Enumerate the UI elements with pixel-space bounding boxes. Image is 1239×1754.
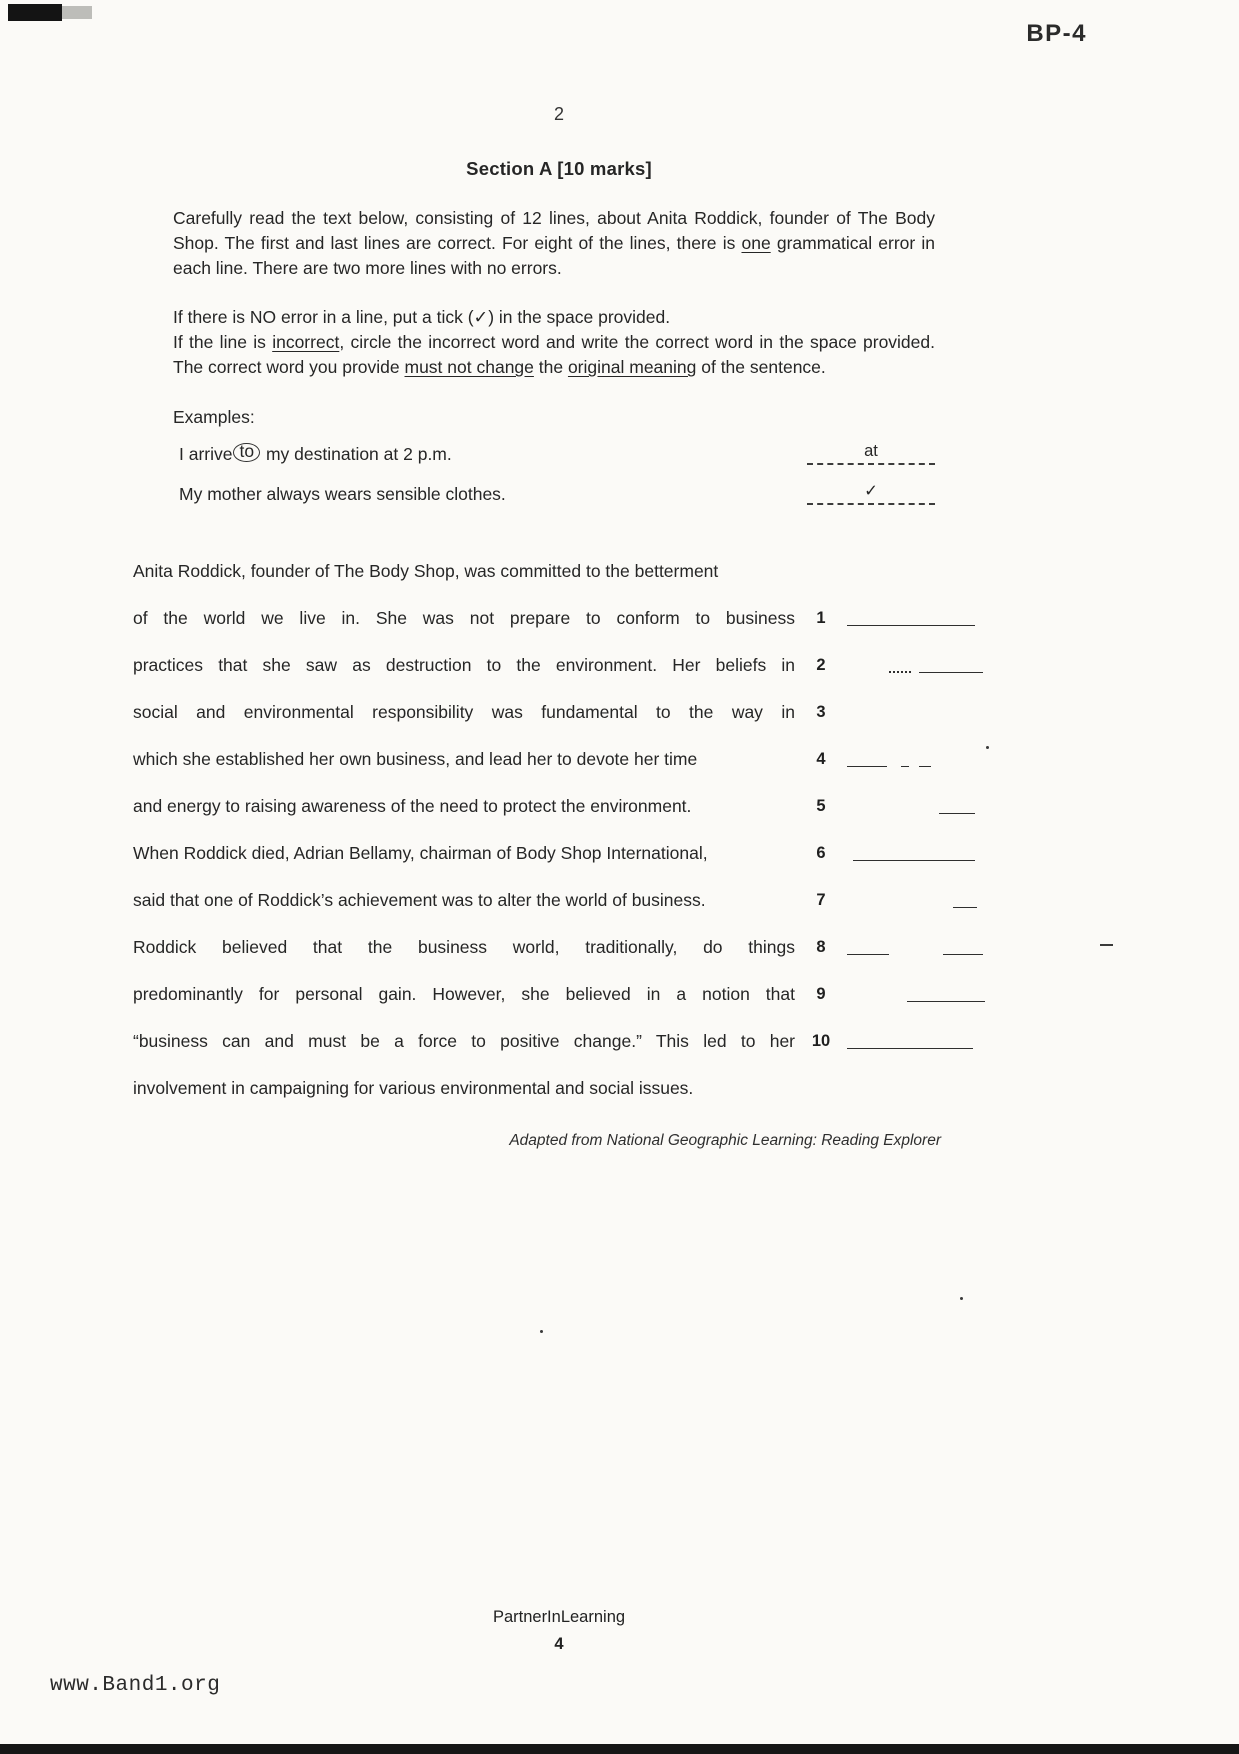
scan-speck xyxy=(960,1297,963,1300)
scan-artifact-bottom-bar xyxy=(0,1744,1239,1754)
answer-blank xyxy=(939,813,975,814)
answer-blank xyxy=(901,766,909,767)
instr-p2-text2: , circle the incorrect word and write the correct word in the space provided. The correct word you provide xyxy=(173,332,935,377)
page-footer xyxy=(133,1608,985,1654)
answer-blank-area xyxy=(847,843,985,863)
instr-p1-text-end: grammatical error in each line. There are two more lines with no errors. xyxy=(173,233,935,278)
answer-blank xyxy=(907,1001,985,1002)
page-content xyxy=(133,0,985,1150)
line-number: 8 xyxy=(816,938,826,956)
answer-blank-area xyxy=(847,702,985,722)
passage-line-text: involvement in campaigning for various environmental and social issues. xyxy=(133,1078,694,1098)
answer-blank xyxy=(847,1048,973,1049)
line-number: 10 xyxy=(811,1032,831,1050)
example-2-sentence: My mother always wears sensible clothes. xyxy=(179,484,506,504)
passage-line-text: practices that she saw as destruction to the environment. Her beliefs in xyxy=(133,655,795,675)
answer-blank-area xyxy=(847,984,985,1004)
page-number-top: 2 xyxy=(553,104,564,124)
scan-dash xyxy=(1100,942,1113,946)
passage-line xyxy=(133,796,985,816)
passage-line xyxy=(133,984,985,1004)
answer-blank xyxy=(847,766,887,767)
passage xyxy=(133,561,985,1098)
answer-blank-area xyxy=(847,1031,985,1051)
line-number: 5 xyxy=(816,797,826,815)
scan-artifact-top-left xyxy=(8,4,62,21)
passage-line xyxy=(133,937,985,957)
instr-p2-underlined-must-not-change: must not change xyxy=(404,357,534,377)
answer-blank-area xyxy=(847,655,985,675)
passage-line xyxy=(133,702,985,722)
example-1-circled-word: to xyxy=(233,443,260,462)
passage-line-text: “business can and must be a force to positive change.” This led to her xyxy=(133,1031,795,1051)
answer-blank xyxy=(953,907,977,908)
line-number: 2 xyxy=(816,656,826,674)
answer-blank-area xyxy=(847,937,985,957)
answer-blank xyxy=(889,671,911,673)
booklet-code: BP-4 xyxy=(1026,20,1087,47)
line-number: 9 xyxy=(816,985,826,1003)
answer-blank xyxy=(943,954,983,955)
watermark-url: www.Band1.org xyxy=(50,1674,221,1697)
instr-p2-text3: the xyxy=(533,357,568,377)
passage-line-text: Roddick believed that the business world, traditionally, do things xyxy=(133,937,795,957)
scan-speck xyxy=(986,746,989,749)
example-1-sentence xyxy=(179,441,807,465)
passage-line-text: Anita Roddick, founder of The Body Shop, was committed to the betterment xyxy=(133,561,719,581)
answer-blank xyxy=(919,766,931,767)
passage-line xyxy=(133,608,985,628)
instr-p1-underlined-one: one xyxy=(741,233,771,253)
instr-p2-underlined-original-meaning: original meaning xyxy=(567,357,697,377)
passage-line xyxy=(133,1031,985,1051)
passage-line-text: When Roddick died, Adrian Bellamy, chairman of Body Shop International, xyxy=(133,843,708,863)
example-row-2 xyxy=(179,481,935,505)
example-1-answer-blank: at xyxy=(807,442,935,465)
answer-blank xyxy=(853,860,975,861)
passage-line xyxy=(133,655,985,675)
footer-page-number: 4 xyxy=(554,1635,564,1653)
answer-blank-area xyxy=(847,561,985,581)
instructions-paragraph-2 xyxy=(173,305,935,380)
passage-line-text: which she established her own business, and lead her to devote her time xyxy=(133,749,698,769)
answer-blank xyxy=(847,625,975,626)
passage-line-text: and energy to raising awareness of the need to protect the environment. xyxy=(133,796,692,816)
answer-blank xyxy=(847,954,889,955)
answer-blank-area xyxy=(847,608,985,628)
instr-p2-text4: of the sentence. xyxy=(696,357,826,377)
passage-line-text: said that one of Roddick’s achievement was to alter the world of business. xyxy=(133,890,706,910)
answer-blank xyxy=(919,672,983,673)
passage-line-text: predominantly for personal gain. However, she believed in a notion that xyxy=(133,984,795,1004)
passage-line xyxy=(133,843,985,863)
line-number: 7 xyxy=(816,891,826,909)
example-1-post: my destination at 2 p.m. xyxy=(261,444,452,464)
instr-p2-underlined-incorrect: incorrect xyxy=(272,332,340,352)
line-number: 6 xyxy=(816,844,826,862)
section-title: Section A [10 marks] xyxy=(466,158,652,179)
answer-blank-area xyxy=(847,890,985,910)
scan-artifact-top-left-smudge xyxy=(62,6,92,19)
answer-blank-area xyxy=(847,749,985,769)
scan-speck xyxy=(540,1330,543,1333)
passage-line xyxy=(133,561,985,581)
passage-line xyxy=(133,749,985,769)
line-number: 1 xyxy=(816,609,826,627)
example-2-answer-blank: ✓ xyxy=(807,481,935,505)
passage-line-text: social and environmental responsibility was fundamental to the way in xyxy=(133,702,795,722)
instr-p1-text: Carefully read the text below, consisting of 12 lines, about Anita Roddick, founder of The Body Shop. The first and last lines are correct. For eight of the lines, there is xyxy=(173,208,935,253)
passage-line xyxy=(133,890,985,910)
source-attribution: Adapted from National Geographic Learning: Reading Explorer xyxy=(509,1132,941,1149)
line-number: 4 xyxy=(816,750,826,768)
examples-label: Examples: xyxy=(173,407,255,427)
line-number: 3 xyxy=(816,703,826,721)
footer-partner-text: PartnerInLearning xyxy=(492,1608,626,1626)
passage-line xyxy=(133,1078,985,1098)
instr-p2-line1: If there is NO error in a line, put a tick (✓) in the space provided. xyxy=(173,307,671,327)
instr-p2-text: If the line is xyxy=(173,332,273,352)
answer-blank-area xyxy=(847,796,985,816)
answer-blank-area xyxy=(847,1078,985,1098)
instructions-paragraph-1 xyxy=(173,206,935,281)
example-row-1 xyxy=(179,442,935,465)
passage-line-text: of the world we live in. She was not prepare to conform to business xyxy=(133,608,795,628)
example-1-pre: I arrive xyxy=(179,444,233,464)
